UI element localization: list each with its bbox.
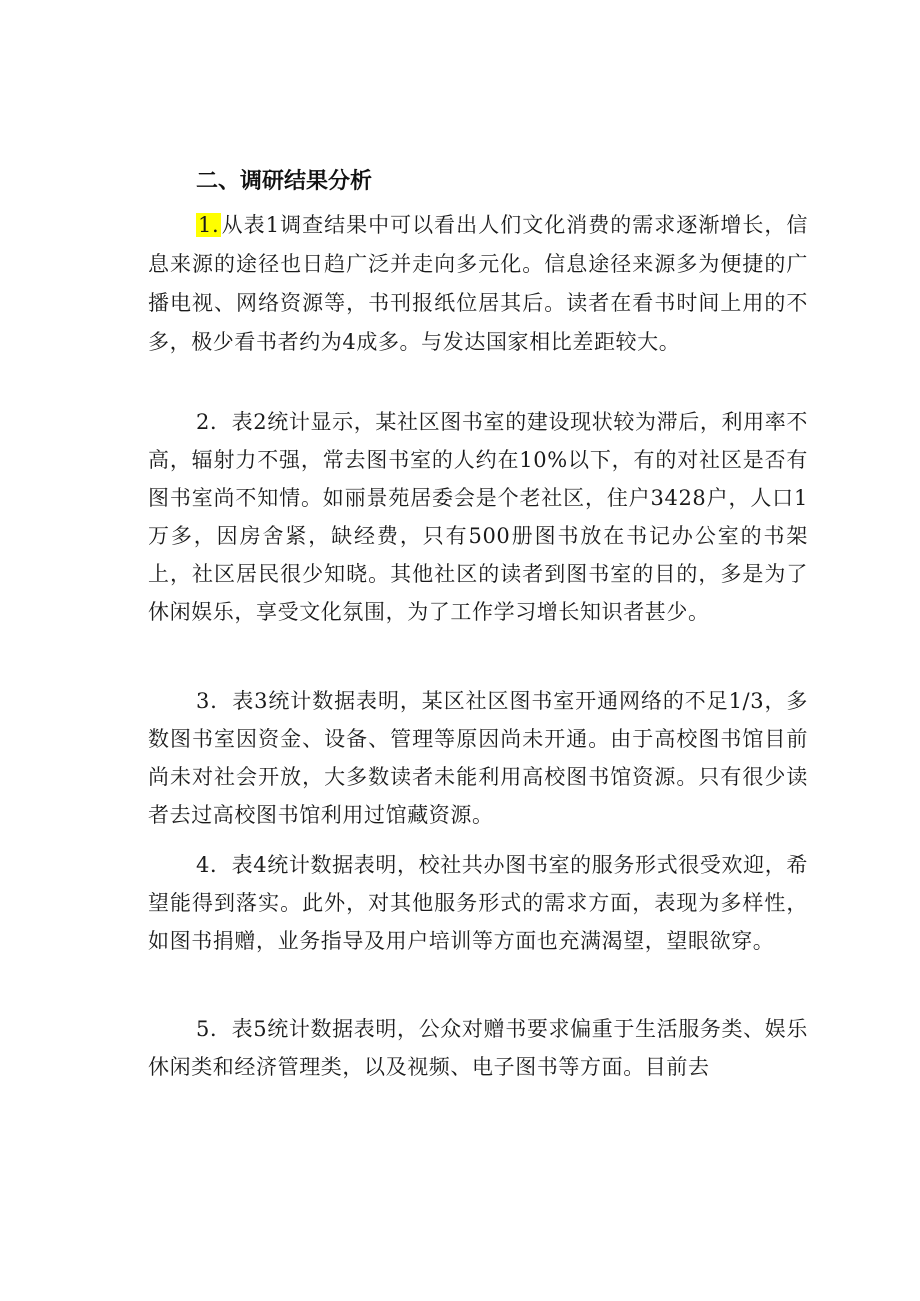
paragraph-3-number: 3． <box>196 689 233 713</box>
paragraph-2-text: 表2统计显示，某社区图书室的建设现状较为滞后，利用率不高，辐射力不强，常去图书室的人约在10%以下，有的对社区是否有图书室尚不知情。如丽景苑居委会是个老社区，住户3428户，人口1万多，因房舍紧，缺经费，只有500册图书放在书记办公室的书架上，社区居民很少知晓。其他社区的读者到图书室的目的，多是为了休闲娱乐，享受文化氛围，为了工作学习增长知识者甚少。 <box>148 410 808 624</box>
paragraph-3 <box>148 682 808 834</box>
section-heading: 二、调研结果分析 <box>196 169 373 194</box>
paragraph-5 <box>148 1010 808 1086</box>
paragraph-1-text: 从表1调查结果中可以看出人们文化消费的需求逐渐增长，信息来源的途径也日趋广泛并走向多元化。信息途径来源多为便捷的广播电视、网络资源等，书刊报纸位居其后。读者在看书时间上用的不多，极少看书者约为4成多。与发达国家相比差距较大。 <box>148 213 808 354</box>
highlighted-paragraph-number: 1. <box>198 213 220 237</box>
paragraph-5-number: 5． <box>196 1017 232 1041</box>
paragraph-4 <box>148 846 808 960</box>
paragraph-3-text: 表3统计数据表明，某区社区图书室开通网络的不足1/3，多数图书室因资金、设备、管理等原因尚未开通。由于高校图书馆目前尚未对社会开放，大多数读者未能利用高校图书馆资源。只有很少读者去过高校图书馆利用过馆藏资源。 <box>148 689 808 827</box>
paragraph-2 <box>148 403 808 631</box>
paragraph-5-text: 表5统计数据表明，公众对赠书要求偏重于生活服务类、娱乐休闲类和经济管理类，以及视频、电子图书等方面。目前去 <box>148 1017 808 1079</box>
paragraph-2-number: 2． <box>196 410 232 434</box>
paragraph-4-text: 表4统计数据表明，校社共办图书室的服务形式很受欢迎，希望能得到落实。此外，对其他服务形式的需求方面，表现为多样性，如图书捐赠，业务指导及用户培训等方面也充满渴望，望眼欲穿。 <box>148 853 808 953</box>
paragraph-1 <box>148 206 808 362</box>
paragraph-4-number: 4． <box>196 853 232 877</box>
